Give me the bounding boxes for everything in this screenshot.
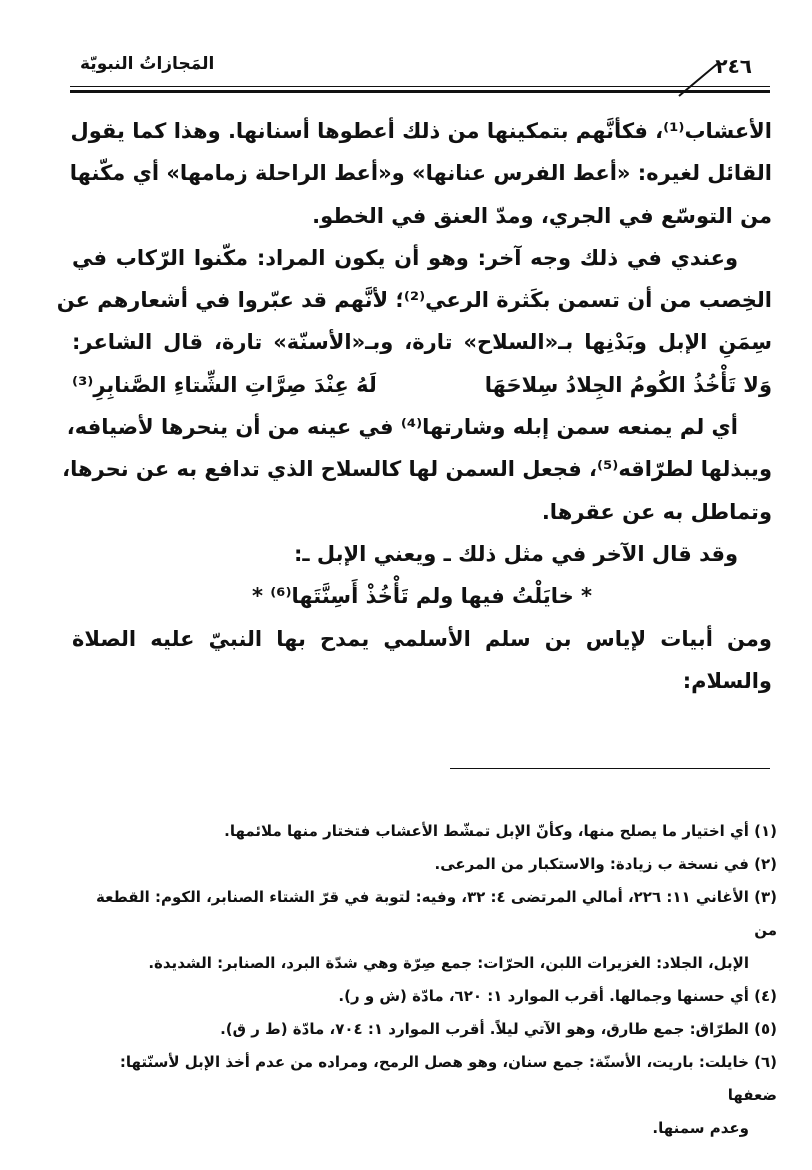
footnote	[72, 881, 777, 980]
footnote	[72, 1013, 777, 1046]
running-title: المَجازاتُ النبويّة	[80, 54, 215, 74]
footnote	[72, 980, 777, 1013]
footnote-text: (٣) الأغاني ١١: ٢٢٦، أمالي المرتضى ٤: ٣٢، وفيه: لتوبة في قرّ الشتاء الصنابر، الكوم: القطعة من	[96, 888, 777, 939]
text-line: ومن أبيات لإياس بن سلم الأسلمي يمدح بها النبيّ عليه الصلاة	[72, 626, 772, 651]
footnote-text: (٢) في نسخة ب زيادة: والاستكبار من المرعى.	[434, 855, 777, 873]
footnote	[72, 848, 777, 881]
main-text	[56, 112, 772, 704]
footnote-text: (١) أي اختيار ما يصلح منها، وكأنّ الإبل تمشّط الأعشاب فتختار منها ملائمها.	[224, 822, 777, 840]
text-line: الأعشاب⁽¹⁾، فكأنَّهم بتمكينها من ذلك أعطوها أسنانها. وهذا كما يقول	[70, 119, 772, 143]
footnotes	[72, 815, 777, 1145]
footnote	[72, 1046, 777, 1145]
footnote-separator	[450, 768, 770, 769]
poem-verse	[72, 366, 772, 408]
verse-second-hemistich: لَهُ عِنْدَ صِرَّاتِ الشِّتاءِ الصَّنابِرِ⁽³⁾	[72, 372, 377, 397]
header-rule	[70, 86, 770, 87]
footnote-continuation: الإبل، الجلاد: الغزيرات اللبن، الحرّات: جمع صِرّة وهي شدّة البرد، الصنابر: الشديدة.	[148, 954, 749, 972]
page-header	[70, 52, 770, 92]
text-line: القائل لغيره: «أعط الفرس عنانها» و«أعط الراحلة زمامها» أي مكّنها	[69, 161, 772, 186]
text-line: ويبذلها لطرّاقه⁽⁵⁾، فجعل السمن لها كالسلاح الذي تدافع به عن نحرها،	[62, 457, 772, 482]
text-line: من التوسّع في الجري، ومدّ العنق في الخطو.	[312, 203, 772, 228]
text-line: سِمَنِ الإبل وبَدْنِها بـ«السلاح» تارة، وبـ«الأسنّة» تارة، قال الشاعر:	[72, 330, 772, 355]
text-line: أي لم يمنعه سمن إبله وشارتها⁽⁴⁾ في عينه من أن ينحرها لأضيافه،	[66, 415, 738, 440]
footnote	[72, 815, 777, 848]
text-line: الخِصب من أن تسمن بكَثرة الرعي⁽²⁾؛ لأنَّهم قد عبّروا في أشعارهم عن	[56, 288, 772, 313]
footnote-text: (٤) أي حسنها وجمالها. أقرب الموارد ١: ٦٢٠، مادّة (ش و ر).	[338, 987, 777, 1005]
footnote-continuation: وعدم سمنها.	[652, 1119, 749, 1137]
footnote-text: (٦) خايلت: باريت، الأسنّة: جمع سنان، وهو هصل الرمح، ومراده من عدم أخذ الإبل لأسنّتها: ضعفها	[119, 1053, 777, 1104]
text-line: وتماطل به عن عقرها.	[541, 499, 772, 524]
text-line: وقد قال الآخر في مثل ذلك ـ ويعني الإبل ـ:	[294, 541, 738, 566]
page-number: ٢٤٦	[715, 54, 752, 78]
poem-verse: * خايَلْتُ فيها ولم تَأْخُذْ أَسِنَّتَها⁽⁶⁾ *	[251, 584, 593, 609]
text-line: والسلام:	[682, 668, 772, 693]
text-line: وعندي في ذلك وجه آخر: وهو أن يكون المراد: مكّنوا الرّكاب في	[72, 245, 738, 270]
verse-first-hemistich: وَلا تَأْخُذُ الكُومُ الجِلادُ سِلاحَهَا	[484, 372, 772, 397]
footnote-text: (٥) الطرّاق: جمع طارق، وهو الآتي ليلاً. أقرب الموارد ١: ٧٠٤، مادّة (ط ر ق).	[220, 1020, 777, 1038]
header-rule-thick	[70, 90, 770, 93]
